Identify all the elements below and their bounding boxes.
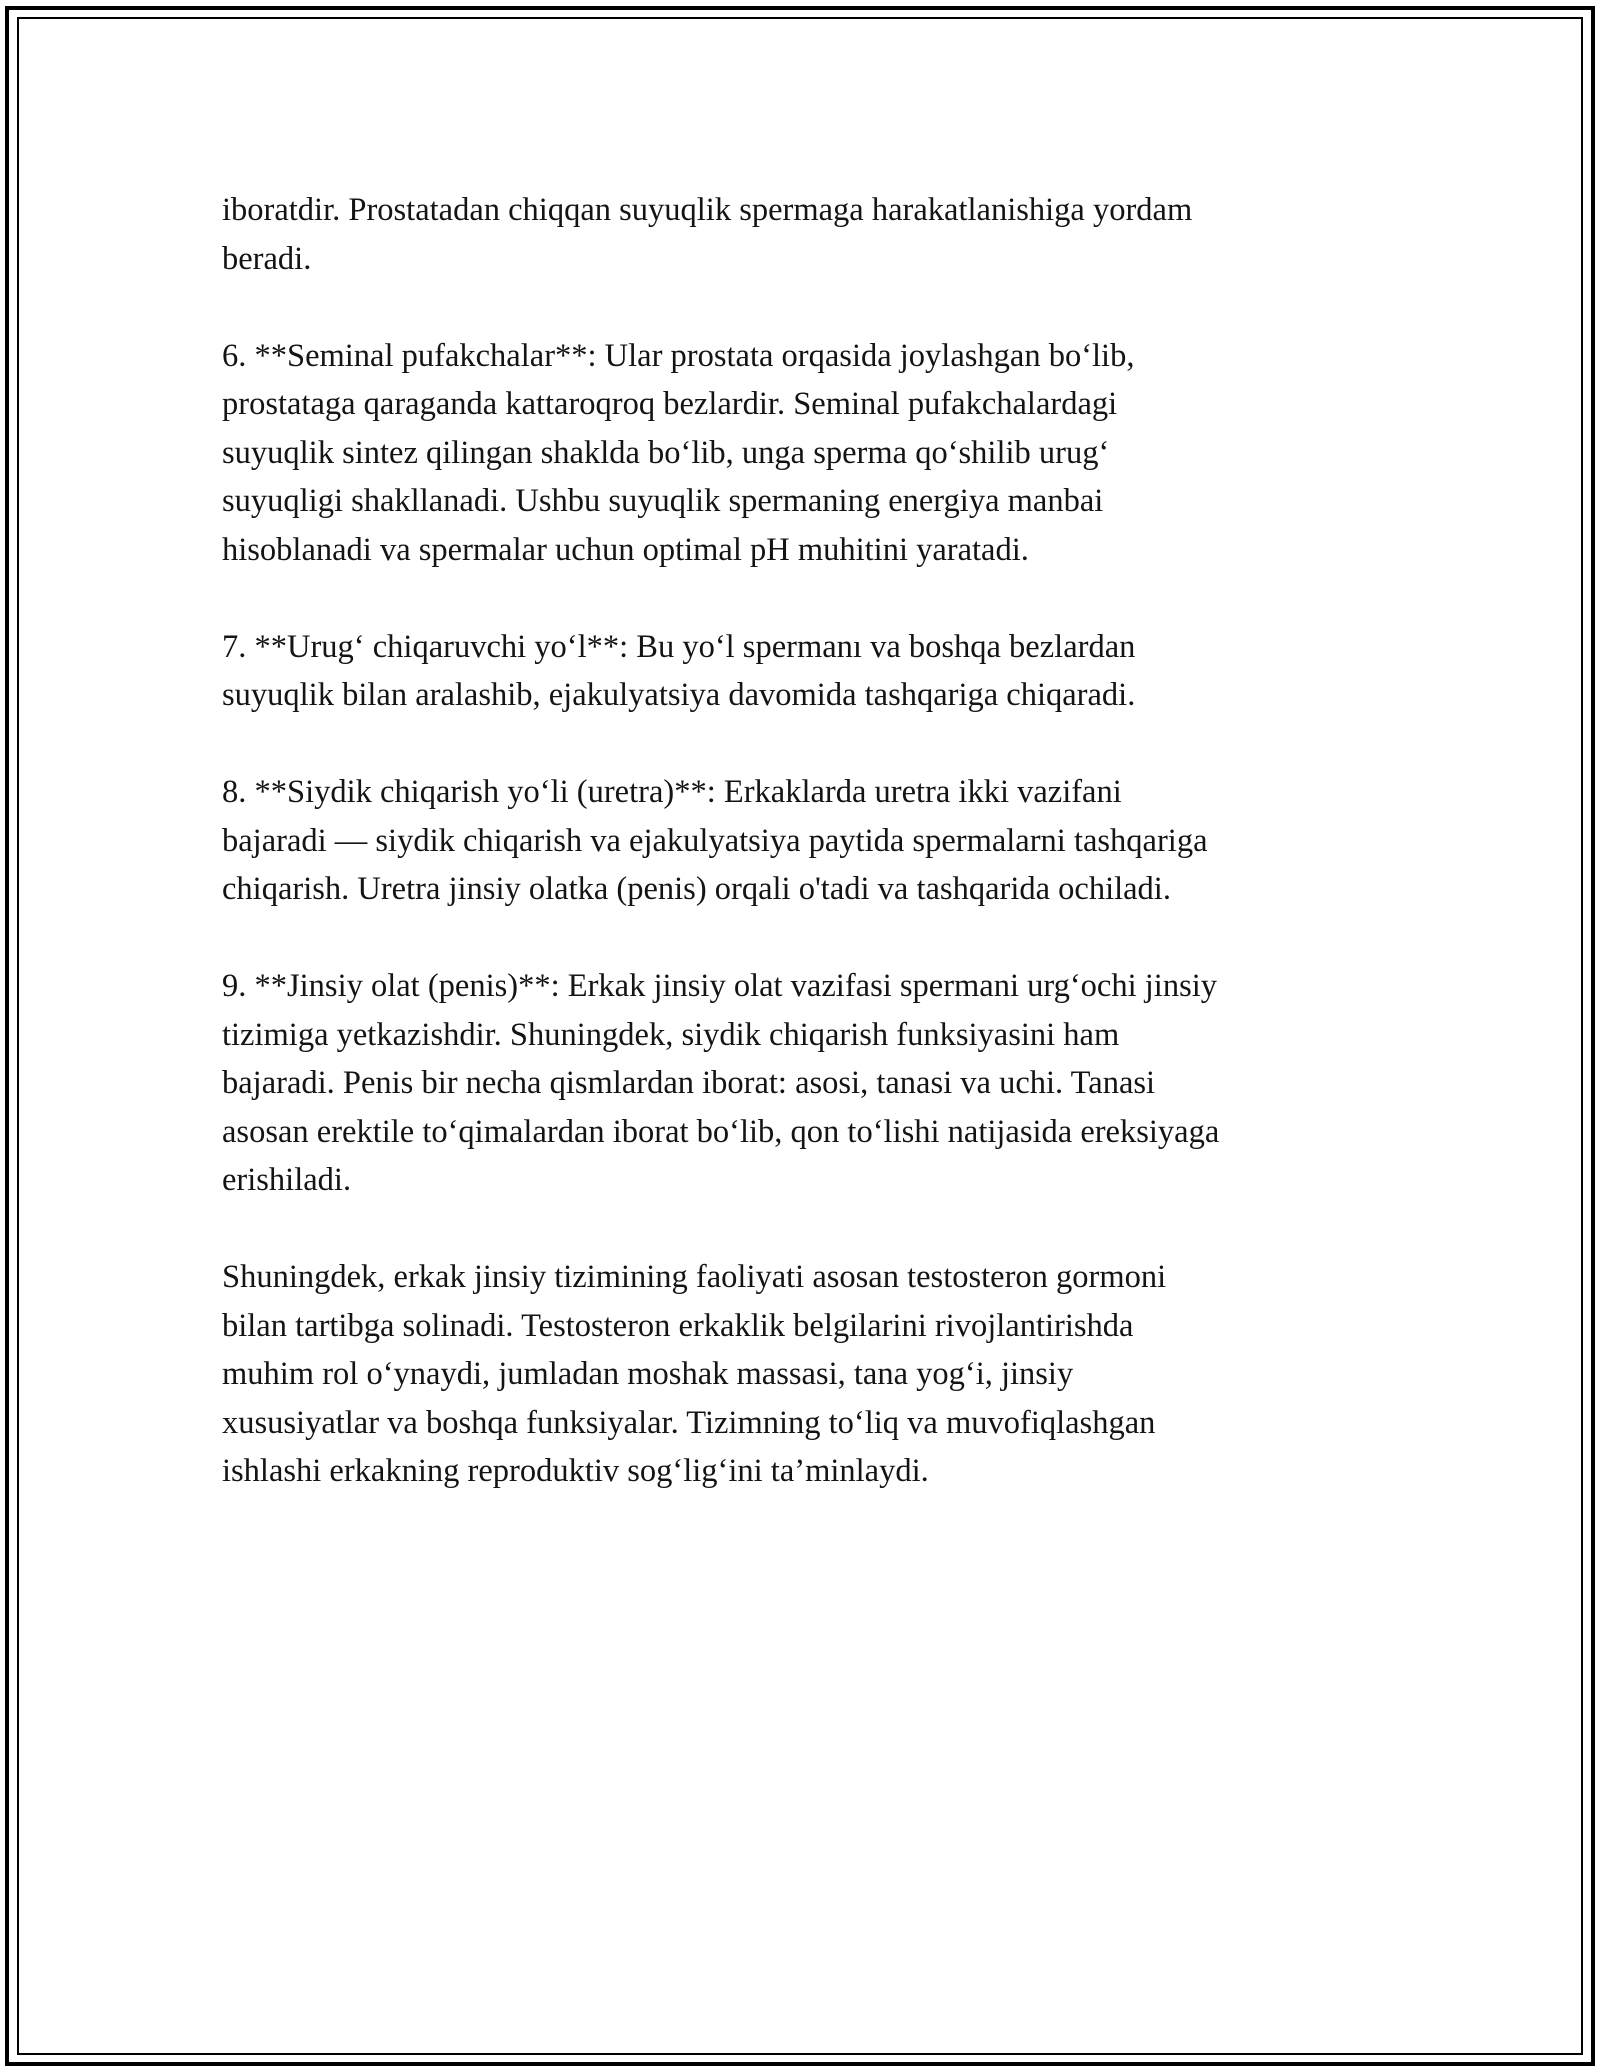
text-line: prostataga qaraganda kattaroqroq bezlardir. Seminal pufakchalardagi	[222, 386, 1118, 422]
text-line: suyuqlik bilan aralashib, ejakulyatsiya davomida tashqariga chiqaradi.	[222, 677, 1136, 713]
text-line: suyuqligi shakllanadi. Ushbu suyuqlik spermaning energiya manbai	[222, 483, 1104, 519]
text-line: bajaradi. Penis bir necha qismlardan iborat: asosi, tanasi va uchi. Tanasi	[222, 1065, 1156, 1101]
paragraph-continuation	[222, 186, 1372, 283]
document-body	[222, 186, 1372, 1544]
paragraph-conclusion	[222, 1253, 1372, 1496]
text-line: suyuqlik sintez qilingan shaklda bo‘lib, unga sperma qo‘shilib urug‘	[222, 434, 1110, 471]
text-line: chiqarish. Uretra jinsiy olatka (penis) orqali o'tadi va tashqarida ochiladi.	[222, 871, 1171, 907]
text-line: beradi.	[222, 240, 312, 277]
text-line: erishiladi.	[222, 1162, 352, 1198]
text-line: 6. **Seminal pufakchalar**: Ular prostata orqasida joylashgan bo‘lib,	[222, 337, 1135, 374]
text-line: 8. **Siydik chiqarish yo‘li (uretra)**: Erkaklarda uretra ikki vazifani	[222, 774, 1122, 810]
text-line: hisoblanadi va spermalar uchun optimal pH muhitini yaratadi.	[222, 531, 1029, 568]
text-line: bilan tartibga solinadi. Testosteron erkaklik belgilarini rivojlantirishda	[222, 1307, 1134, 1344]
text-line: xususiyatlar va boshqa funksiyalar. Tizimning to‘liq va muvofiqlashgan	[222, 1404, 1156, 1441]
text-line: 7. **Urug‘ chiqaruvchi yo‘l**: Bu yo‘l spermanı va boshqa bezlardan	[222, 628, 1136, 665]
text-line: muhim rol o‘ynaydi, jumladan moshak massasi, tana yog‘i, jinsiy	[222, 1356, 1074, 1392]
paragraph-ejaculatory-duct	[222, 623, 1372, 720]
text-line: bajaradi — siydik chiqarish va ejakulyatsiya paytida spermalarni tashqariga	[222, 822, 1208, 859]
paragraph-seminal-vesicles	[222, 332, 1372, 575]
text-line: iboratdir. Prostatadan chiqqan suyuqlik spermaga harakatlanishiga yordam	[222, 192, 1193, 228]
text-line: ishlashi erkakning reproduktiv sog‘lig‘ini ta’minlaydi.	[222, 1453, 929, 1489]
text-line: asosan erektile to‘qimalardan iborat bo‘lib, qon to‘lishi natijasida ereksiyaga	[222, 1113, 1220, 1150]
paragraph-penis	[222, 962, 1372, 1205]
paragraph-urethra	[222, 768, 1372, 914]
text-line: tizimiga yetkazishdir. Shuningdek, siydik chiqarish funksiyasini ham	[222, 1016, 1120, 1053]
text-line: 9. **Jinsiy olat (penis)**: Erkak jinsiy olat vazifasi spermani urg‘ochi jinsiy	[222, 968, 1217, 1004]
text-line: Shuningdek, erkak jinsiy tizimining faoliyati asosan testosteron gormoni	[222, 1259, 1167, 1295]
